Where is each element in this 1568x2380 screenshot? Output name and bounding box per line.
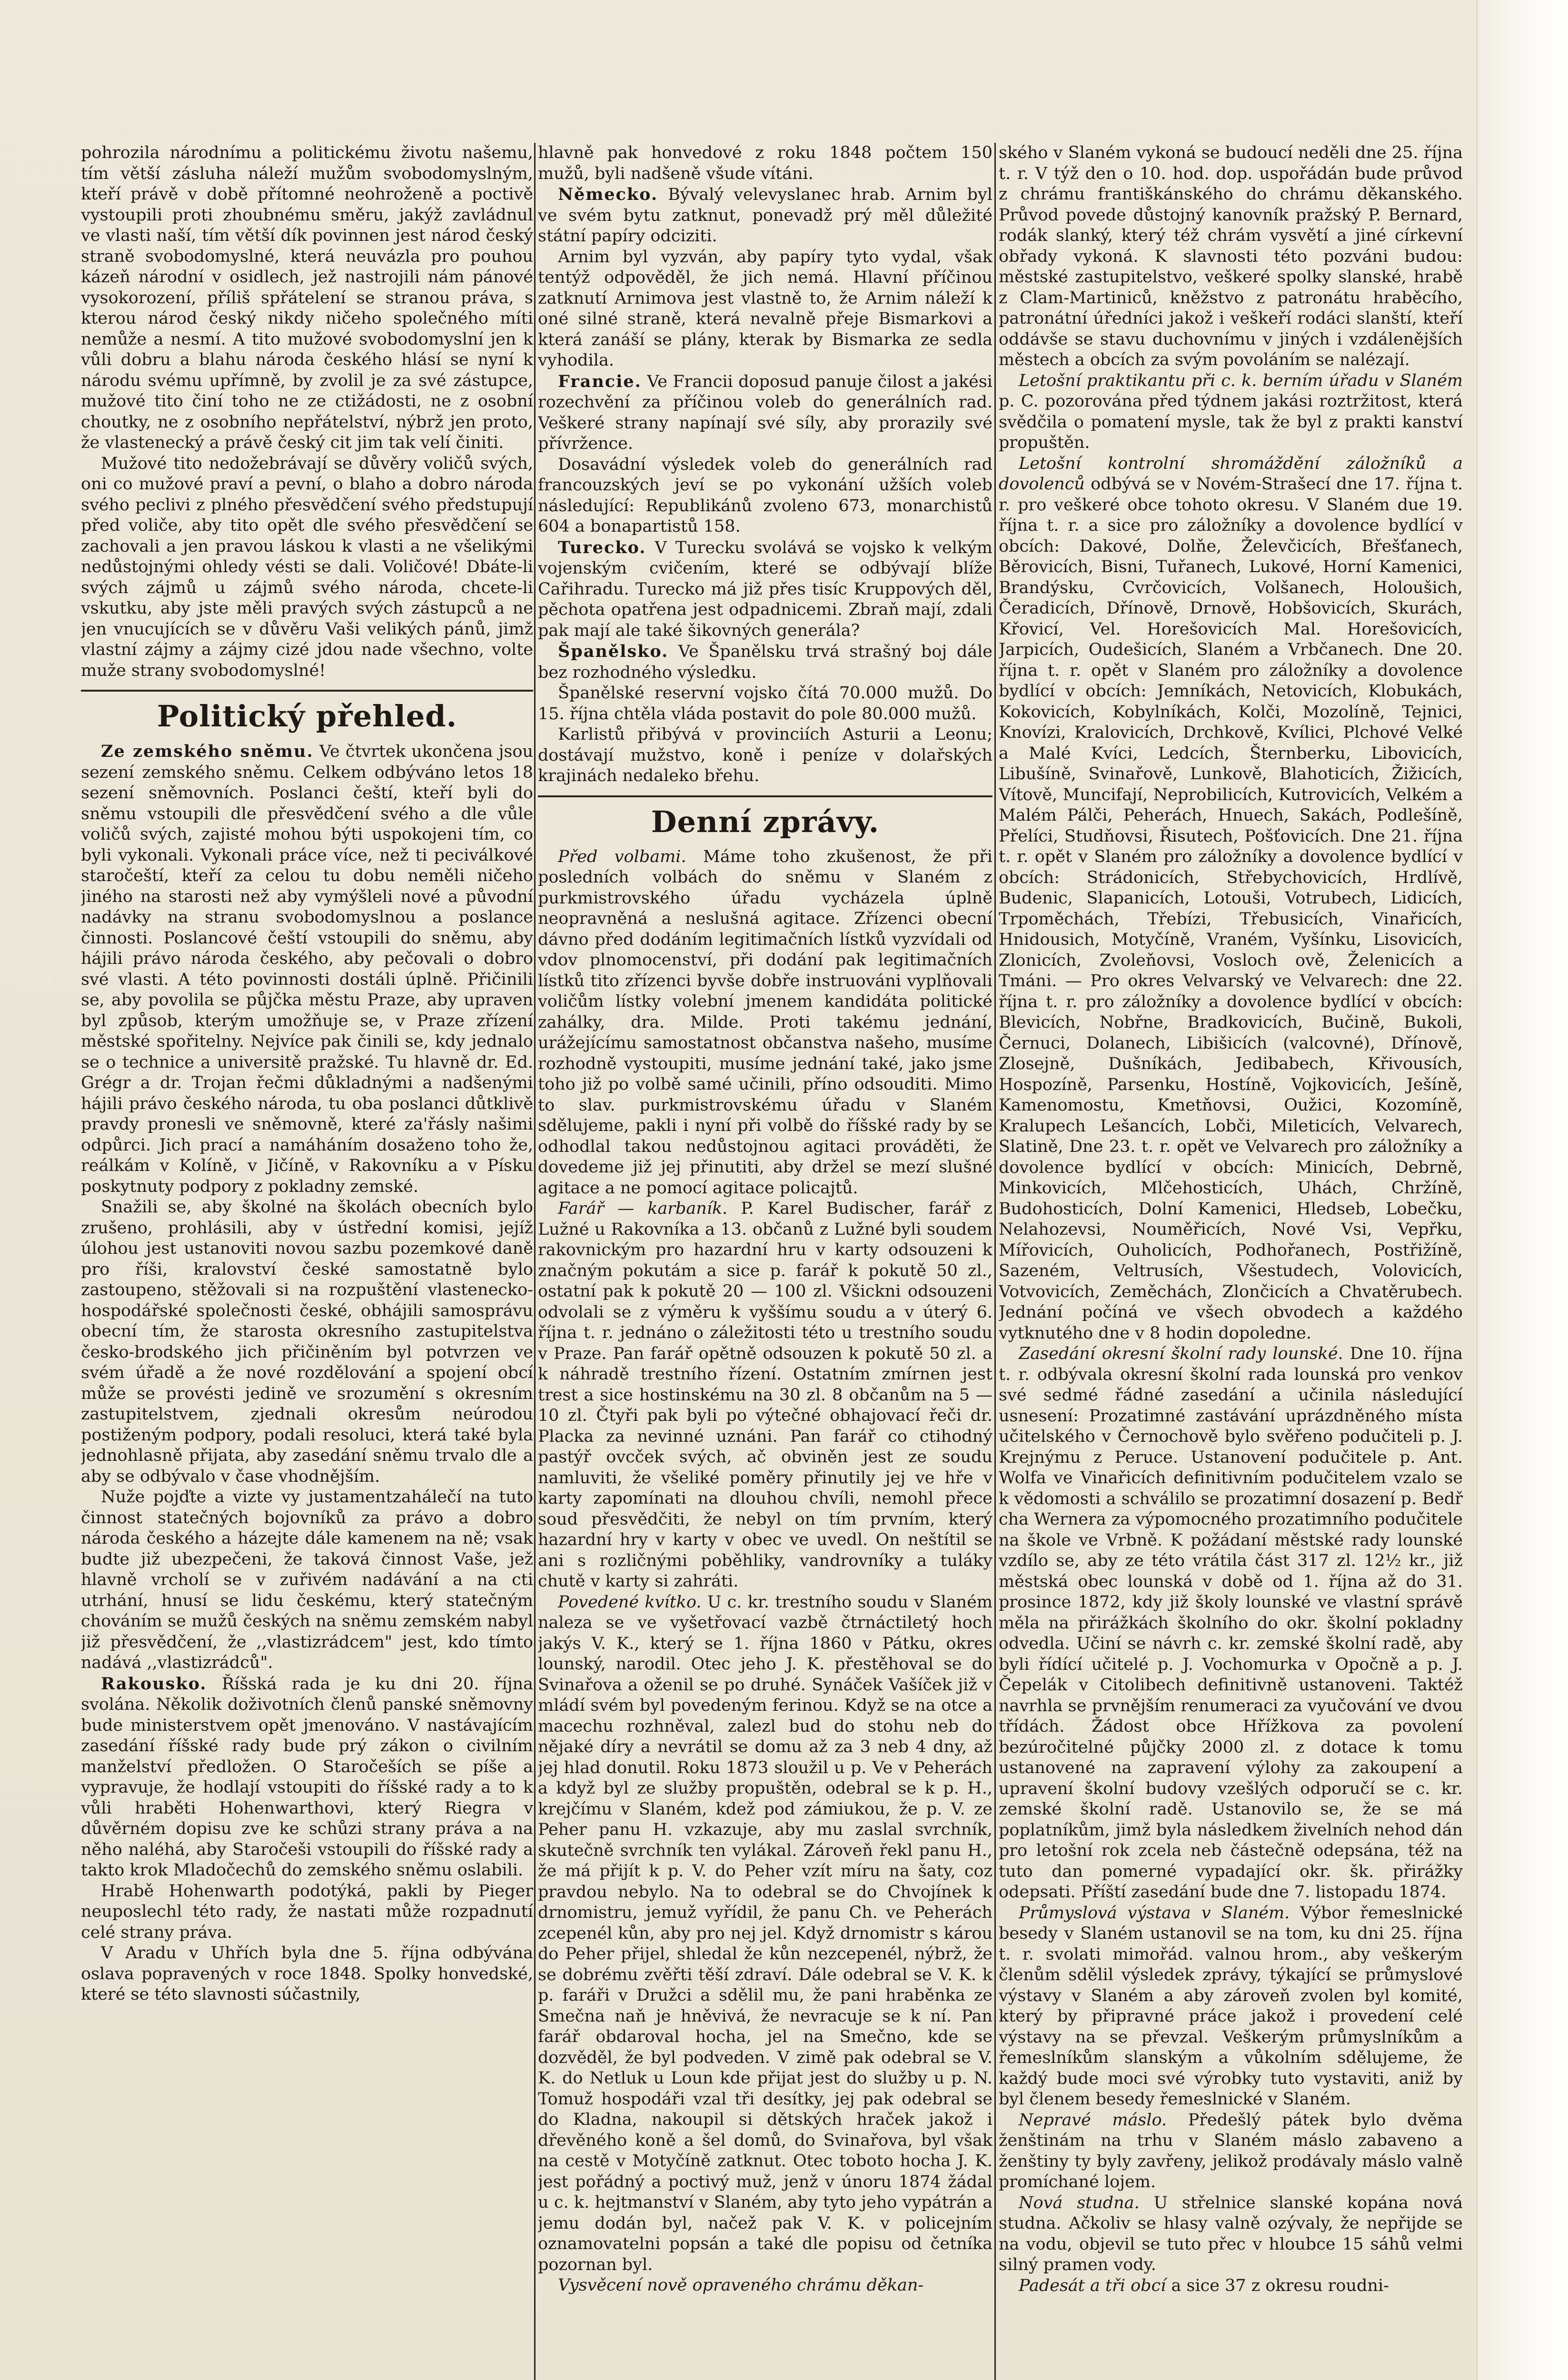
news-item <box>538 371 992 455</box>
article-paragraph: ského v Slaném vykoná se budoucí neděli dne 25. října t. r. V týž den o 10. hod. dop. uspořádán bude průvod z chrámu františkánského do chrámu děkanského. Průvod povede důstojný kanovník pražský P. Bernard, rodák slanký, který též chrám vysvětí a jiné církevní obřady vykoná. K slavnosti této pozváni budou: městské zastupitelstvo, veškeré spolky slanské, hrabě z Clam-Martiniců, kněžstvo z patronátu hraběcího, patronátní úředníci jakož i veškeří rodáci slanští, kteří oddávše se stavu duchovnímu v jiných i vzdálenějších městech a obcích za svým povoláním se nalézají. <box>999 143 1463 369</box>
article-paragraph: pohrozila národnímu a politickému životu našemu, tím větší zásluha náleží mužům svobodomyslným, kteří právě v době přítomné neohroženě a poctivě vystoupili proti zhoubnému směru, jakýž zavládnul ve vlasti naší, tím větší dík povinnen jest národ český straně svobodomyslné, která neuvázla pro pouhou kázeň národní v osidlech, jež nastrojili nám pánové vysokorození, příliš spřátelení se stranou práva, s kterou národ český nikdy ničeho společného míti nemůže a nesmí. A tito mužové svobodomyslní jen k vůli dobru a blahu národa českého hlásí se nyní k národu svému upřímně, by zvolil je za své zástupce, mužové tito činí toho ne ze ctižádosti, ne z osobní choutky, ne z osobního nepřátelství, nýbrž jen proto, že vlastenecký a právě český cit jim tak velí činiti. <box>81 143 533 452</box>
news-item-text: Ve čtvrtek ukončena jsou sezení zemského sněmu. Celkem odbýváno letos 18 sezení sněmovních. Poslanci čeští, kteří byli do sněmu vstoupili dle přesvědčení svého a dle vůle voličů svých, zajisté mohou býti uspokojeni tím, co byli vykonali. Vykonali práce více, než ti peciválkové staročeští, kteří za celou tu dobu neměli ničeho jiného na starosti než aby vymýšleli nové a původní nadávky na stranu svobodomyslnou a poslance činnosti. Poslancové čeští vstoupili do sněmu, aby hájili právo národa českého, aby pečovali o dobro své vlasti. A této povinnosti dostáli úplně. Přičinili se, aby povolila se půjčka městu Praze, aby upraven byl způsob, kterým umožňuje se, v Praze zřízení městské spořitelny. Nejvíce pak činili se, kdy jednalo se o technice a universitě pražské. Tu hlavně dr. Ed. Grégr a dr. Trojan řečmi důkladnými a nadšenými hájili právo českého národa, tu oba poslanci důtklivě pravdy pronesli ve sněmovně, které za'řásly našimi odpůrci. Jich prací a namáháním dosaženo toho že, reálkám v Kolíně, v Jičíně, v Rakovníku a v Písku poskytnuty podpory z pokladny zemské. <box>81 742 533 1196</box>
news-item-text: Španělské reservní vojsko čítá 70.000 mužů. Do 15. října chtěla vláda postavit do pole 80.000 mužů. <box>538 684 992 724</box>
news-item-heading: Vysvěcení nově opraveného chrámu děkan- <box>558 2276 924 2295</box>
news-item-heading: Povedené kvítko. <box>558 1592 702 1612</box>
news-item-heading: Letošní kontrolní shromáždění záložníků a dovolenců <box>999 454 1463 494</box>
news-item-text: V Turecku svolává se vojsko k velkým vojenským cvičením, které se odbývají blíže Cařihradu. Turecko má již přes tisíc Kruppových děl, pěchota opatřena jest odpadnicemi. Zbraň mají, zdali pak mají ale také šikovných generála? <box>538 538 992 640</box>
section-title-denni-zpravy: Denní zprávy. <box>651 804 880 839</box>
news-item-text: Výbor řemeslnické besedy v Slaném ustanovil se na tom, ku dni 25. října t. r. svolati mimořád. valnou hrom., aby veškerým členům sdělil výsledek zprávy, týkající se průmyslové výstavy v Slaném a aby zároveň zvolen byl komité, který by připravné práce jakož i provedení celé výstavy na se převzal. Veškerým průmyslníkům a řemeslníkům slanským a vůkolním sdělujeme, že každý bude moci své výrobky tuto vystaviti, aniž by byl členem besedy řemeslnické v Slaném. <box>999 1903 1463 2109</box>
news-item-heading: Nepravé máslo. <box>1019 2110 1167 2130</box>
news-item-text: V Aradu v Uhřích byla dne 5. října odbývána oslava popravených v roce 1848. Spolky honvedské, které se této slavnosti súčastnily, <box>81 1944 533 2004</box>
news-item-text: P. Karel Budischer, farář z Lužné u Rakovníka a 13. občanů z Lužné byli soudem rakovnickým pro hazardní hru v karty odsouzeni k značným pokutám a sice p. farář k pokutě 50 zl., ostatní pak k pokutě 20 — 100 zl. Všickni odsouzeni odvolali se z výměru k vyššímu soudu a v úterý 6. října t. r. jednáno o záležitosti této u trestního soudu v Praze. Pan farář opětně odsouzen k pokutě 50 zl. a k náhradě trestního řízení. Ostatním zmírnen jest trest a sice hostinskému na 30 zl. 8 občanům na 5 — 10 zl. Čtyři pak byli po výtečné obhajovací řeči dr. Placka za nevinné uznáni. Pan farář co ctihodný pastýř ovcček svých, ač obviněn jest ze soudu namluviti, že všeliké poměry přinutily jej ve hře v karty zapomínati na dlouhou chvíli, nemohl přece soud přesvědčiti, že nebyl on tím prvním, který hazardní hry v karty v obec ve uvedl. On neštítil se ani s rozličnými poběhliky, vandrovníky a tuláky chutě v karty si zahráti. <box>538 1199 992 1591</box>
news-item <box>999 1903 1463 2110</box>
news-item-heading: Turecko. <box>558 537 646 557</box>
news-item <box>538 683 992 724</box>
news-item-heading: Francie. <box>558 371 642 391</box>
news-item <box>538 641 992 683</box>
news-item <box>538 184 992 247</box>
news-item <box>81 1674 533 1881</box>
column-1 <box>81 143 533 2380</box>
news-item-text: Dne 10. října t. r. odbývala okresní školní rada lounská pro venkov své sedmé řádné zasedání a učinila následující usnesení: Prozatimné zastávání uprázdněného místa učitelského v Černochově bylo svěřeno podučiteli p. J. Krejnýmu z Peruce. Ustanovení podučitele p. Ant. Wolfa ve Vinařicích definitivním podučitelem vzalo se k vědomosti a schválilo se prozatimní dosazení p. Bedř cha Wernera za výpomocného prozatimního podučitele na škole ve Vrbně. K požádaní městské rady lounské vzdílo se, aby ze této vrátila část 317 zl. 12½ kr., již městská obec lounská v době od 1. října až do 31. prosince 1872, kdy již školy lounské ve vlastní správě měla na přirážkách školního do okr. školní pokladny odvedla. Učiní se návrh c. kr. zemské školní radě, aby byli řídící učitelé p. J. Vochomurka v Opočně a p. J. Čepelák v Citolibech definitivně ustanoveni. Taktéž navrhla se prvnějším renumeraci za vyučování ve dvou třídách. Žádost obce Hřížkova za povolení bezúročitelné půjčky 2000 zl. z dotace k tomu ustanovené na zapravení výlohy za zakoupení a upravení školní budovy vzešlých odporučí se c. kr. zemské školní radě. Ustanovilo se, že se má poplatníkům, jimž byla následkem živelních nehod dán pro letošní rok zcela neb částečně odepsána, též na tuto dan pomerné vypadající okr. šk. přirážky odepsati. Příští zasedání bude dne 7. listopadu 1874. <box>999 1344 1463 1902</box>
news-item-text: Hrabě Hohenwarth podotýká, pakli by Pieger neuposlechl této rady, že nastati může rozpadnutí celé strany práva. <box>81 1881 533 1942</box>
news-item <box>538 537 992 642</box>
section-divider <box>538 795 992 797</box>
news-item-heading: Farář — karbaník. <box>558 1199 728 1218</box>
news-item <box>81 1197 533 1487</box>
news-item-text: Ve Španělsku trvá strašný boj dále bez rozhodného výsledku. <box>538 642 992 682</box>
news-item-text: a sice 37 z okresu roudni- <box>1171 2276 1389 2295</box>
news-item-text: odbývá se v Novém-Strašecí dne 17. října t. r. pro veškeré obce tohoto okresu. V Slaném due 19. října t. r. a sice pro záložníky a dovolence bydlící v obcích: Dakové, Dolňe, Želevčicích, Břešťanech, Běrovicích, Bisni, Tuřanech, Lukové, Horní Kamenici, Brandýsku, Cvrčovicích, Volšanech, Holoušich, Čeradicích, Dřínově, Drnově, Hobšovicích, Skurách, Křovicí, Vel. Horešovicích Mal. Horešovicích, Jarpicích, Oudešicích, Slaném a Vrbčanech. Dne 20. října t. r. opět v Slaném pro záložníky a dovolence bydlící v obcích: Jemníkách, Netovicích, Klobukách, Kokovicích, Kobylníkách, Kolči, Mozolíně, Tejnici, Knovízi, Kralovicích, Drchkově, Kvílici, Plchové Velké a Malé Kvíci, Ledcích, Šternberku, Libovicích, Libušíně, Svinařově, Lunkově, Blahoticích, Žižicích, Vítově, Muncifají, Neprobilicích, Kutrovicích, Velkém a Malém Pálči, Peherách, Hnuech, Sakách, Podlešíně, Přelíci, Studňovsi, Řisutech, Pošťovicích. Dne 21. října t. r. opět v Slaném pro záložníky a dovolence bydlící v obcích: Strádonicích, Střebychovicích, Hrdlívě, Budenic, Slapanicích, Lotouši, Votrubech, Lidicích, Trpoměchách, Třebízi, Třebusicích, Vinařicích, Hnidousich, Motyčíně, Vraném, Vyšínku, Lisovicích, Zlonicích, Zvoleňovsi, Vosloch ově, Želenicích a Tmáni. — Pro okres Velvarský ve Velvarech: dne 22. října t. r. pro záložníky a dovolence bydlící v obcích: Blevicích, Nobřne, Bradkovicích, Bučině, Bukoli, Černuci, Dolanech, Libišicích (valcovné), Dřínově, Zlosejně, Dušníkách, Jedibabech, Křivousích, Hospozíně, Parsenku, Hostíně, Vojkovicích, Ješíně, Kamenomostu, Kmetňovsi, Oužici, Kozomíně, Kralupech Lešancích, Lobči, Mileticích, Velvarech, Slatině, Dne 23. t. r. opět ve Velvarech pro záložníky a dovolence bydlící v obcích: Minicích, Debrně, Minkovicích, Mlčehosticích, Uhách, Chržíně, Budohosticích, Dolní Kamenici, Hledseb, Lobečku, Nelahozevsi, Nouměřicích, Nové Vsi, Vepřku, Mířovicích, Ouholicích, Podhořanech, Postřižíně, Sazeném, Veltrusích, Všestudech, Volovicích, Votvovicích, Zeměchách, Zlončicích a Chvatěrubech. Jednání počíná ve všech obvodech a každého vytknutého dne v 8 hodin dopoledne. <box>999 475 1463 1343</box>
news-item <box>538 724 992 787</box>
news-item <box>538 455 992 537</box>
news-item-heading: Padesát a tři obcí <box>1019 2276 1166 2295</box>
news-item-heading: Německo. <box>558 185 658 204</box>
news-item-text: Karlistů přibývá v provinciích Asturii a Leonu; dostávají mužstvo, koně i peníze v dolařských krajinách nedaleko břehu. <box>538 725 992 785</box>
news-item-heading: Rakousko. <box>101 1674 207 1694</box>
news-item-heading: Španělsko. <box>558 642 669 661</box>
news-item-text: Nuže pojďte a vizte vy justamentzahálečí na tuto činnost statečných bojovníků za právo a dobro národa českého a házejte dále kamenem na ně; vsak budte již ubezpečeni, že taková činnost Vaše, jež hlavně vrcholí se v zuřivém nadávání a na cti utrhání, hnusí se lidu českému, který statečným chováním se mužů českých na sněmu zemském nabyl již přesvědčení, že ,,vlastizrádcem" jest, kdo tímto nadává ,,vlastizrádců". <box>81 1488 533 1672</box>
news-item <box>538 2275 992 2296</box>
news-item <box>538 247 992 371</box>
news-item-text: U střelnice slanské kopána nová studna. Ačkoliv se hlasy valně ozývaly, že nepřijde se na vodu, objevil se tuto přec v hloubce 15 sáhů velmi silný pramen vody. <box>999 2193 1463 2274</box>
article-paragraph: Mužové tito nedožebrávají se důvěry voličů svých, oni co mužové praví a pevní, o blaho a dobro národa svého peclivi z plného přesvědčení svého předstupují před voliče, aby tito opět dle svého přesvědčení se zachovali a jen pravou láskou k vlasti a ne všelikými nedůstojnými ohledy vésti se dali. Voličové! Dbáte-li svých zájmů u zájmů svého národa, chcete-li vskutku, aby jste měli pravých svých zástupců a ne jen vnucujících se v důvěru Vaši velikých pánů, jimž vlastní zájmy a zájmy cizé jdou nade všechno, volte muže strany svobodomyslné! <box>81 454 533 680</box>
news-item <box>999 371 1463 454</box>
news-item <box>999 454 1463 1344</box>
news-item-text: Dosavádní výsledek voleb do generálních rad francouzských jeví se po vykonání užších voleb následující: Republikánů zvoleno 673, monarchistů 604 a bonapartistů 158. <box>538 455 992 536</box>
news-item-heading: Zasedání okresní školní rady lounské. <box>1019 1344 1343 1363</box>
column-rule-right <box>994 143 996 2380</box>
news-item-text: Arnim byl vyzván, aby papíry tyto vydal, však tentýž odpověděl, že jich nemá. Hlavní příčinou zatknutí Arnimova jest vlastně to, že Arnim náleží k oné silné straně, která nevalně přeje Bismarkovi a která zanáší se plány, kterak by Bismarka ze sedla vyhodila. <box>538 247 992 370</box>
column-3 <box>999 143 1463 2380</box>
news-item-text: U c. kr. trestního soudu v Slaném naleza se ve vyšetřovací vazbě čtrnáctiletý hoch jakýs V. K., který se 1. října 1860 v Pátku, okres lounský, narodil. Otec jeho J. K. přestěhoval se do Svinařova a oženil se po druhé. Synáček Vašíček již v mládí svém byl povedeným ferinou. Když se na otce a macechu rozhněval, zalezl bud do stohu neb do nějaké díry a nevrátil se domu až za 3 neb 4 dny, až jej hlad donutil. Roku 1873 sloužil u p. Ve v Peherách a když byl ze služby propuštěn, odebral se k p. H., krejčímu v Slaném, kdež pod zámiukou, že p. V. ze Peher panu H. vzkazuje, aby mu zaslal svrchník, skutečně svrchník ten vylákal. Zároveň řekl panu H., že má přijít k p. V. do Peher vzít míru na šaty, coz pravdou nebylo. Na to odebral se do Chvojínek k drnomistru, jemuž vyřídil, že panu Ch. ve Peherách zcepenél kůn, aby pro nej jel. Když drnomistr s károu do Peher přijel, shledal že kůn nezcepenél, nýbrž, že se dobrému zvěřti těší zdraví. Dále odebral se V. K. k p. faráři v Družci a sdělil mu, že pani hraběnka ze Smečna naň je hněvivá, že nevracuje se k ní. Pan farář obdaroval hocha, jel na Smečno, kde se dozvěděl, že byl podveden. V zimě pak odebral se V. K. do Netluk u Loun kde přijat jest do služby u p. N. Tomuž hospodáři vzal tři desítky, jej pak odebral se do Kladna, nakoupil si dětských hraček jakož i dřevěného koně a šel domů, do Svinařova, byl však na cestě v Motyčíně zatknut. Otec toboto hocha J. K. jest pořádný a poctivý muž, jenž v únoru 1874 žádal u c. k. hejtmanství v Slaném, aby tyto jeho vypátrán a jemu dodán byl, načež pak V. K. v policejním oznamovatelni popsán a také dle popisu od četníka pozornan byl. <box>538 1592 992 2274</box>
news-item <box>81 1943 533 2005</box>
scan-margin <box>1477 0 1568 2380</box>
news-item-text: Říšská rada je ku dni 20. října svolána. Několik doživotních členů panské sněmovny bude ministerstvem opět jmenováno. V nastávajícím zasedání říšské rady bude prý zákon o civilním manželství předložen. O Staročeších se píše a vypravuje, že hodlají vstoupiti do říšské rady a to k vůli hraběti Hohenwarthovi, který Riegra v důvěrném dopisu zve ke schůzi strany práva a na něho naléhá, aby Staročeši vstoupili do říšské rady a takto krok Mladočechů do zemského sněmu oslabili. <box>81 1674 533 1880</box>
news-item <box>999 1344 1463 1903</box>
news-item-heading: Průmyslová výstava v Slaném. <box>1019 1903 1290 1923</box>
news-item-text: p. C. pozorována před týdnem jakási roztržitost, která svědčila o pomatení mysle, tak že byl z prakti kanství propuštěn. <box>999 392 1463 452</box>
news-item <box>81 1487 533 1674</box>
news-item <box>538 1199 992 1592</box>
news-item-text: Snažili se, aby školné na školách obecních bylo zrušeno, prohlásili, aby v ústřední komisi, jejíž úlohou jest ustanoviti novou sazbu pozemkové daně pro říši, kralovství české samostatně bylo zastoupeno, stěžovali si na rozpuštění vlastenecko-hospodářské společnosti české, obhájili samosprávu obecní tím, že starosta okresního zastupitelstva česko-brodského jich přičiněním byl potvrzen ve svém úřadě a že nové rozdělování a spojení obcí může se provésti jedině ve srozumění s okresním zastupitelstvem, zjednali okresům neúrodou postiženým podpory, podali resoluci, která také byla jednohlasně přijata, aby zasedání sněmu trvalo dle a aby se odbývalo v čase vhodnějším. <box>81 1198 533 1486</box>
column-rule-left <box>534 143 536 2380</box>
news-item <box>81 741 533 1197</box>
news-item <box>538 1592 992 2276</box>
news-item <box>999 2193 1463 2276</box>
news-item-text: Ve Francii doposud panuje čilost a jakési rozechvění za příčinou voleb do generálních rad. Veškeré strany napínají své síly, aby prorazily své přívržence. <box>538 372 992 453</box>
news-item-heading: Letošní praktikantu při c. k. berním úřadu v Slaném <box>1019 371 1463 390</box>
news-item-heading: Ze zemského sněmu. <box>101 742 314 761</box>
section-divider <box>81 690 533 692</box>
news-item <box>538 847 992 1199</box>
news-item-heading: Nová studna. <box>1019 2193 1140 2212</box>
news-item <box>999 2276 1463 2297</box>
section-title-politicky-prehled: Politický přehled. <box>157 699 457 734</box>
news-item-heading: Před volbami. <box>558 847 686 866</box>
news-item-text: Máme toho zkušenost, že při posledních volbách do sněmu v Slaném z purkmistrovského úřadu vycházela úplně neopravněná a neslušná agitace. Zřízenci obecní dávno před dodáním legitimačních lístků vyzvídali od vdov plnomocenství, při dodání pak legitimačních lístků tito zřízenci byvše dobře instruováni vyplňovali voličům lístky volební jmenem kandidáta politické zahálky, dra. Milde. Proti takému jednání, urážejícímu samostatnost občanstva našeho, musíme rozhodně vystoupiti, musíme jednání také, jako jsme toho již po volbě samé učinili, příno odsouditi. Mimo to slav. purkmistrovskému úřadu v Slaném sdělujeme, pakli i nyní při volbě do říšské rady by se odhodlal takou nedůstojnou agitaci prováděti, že dovedeme již jej přinutiti, aby držel se mezí slušné agitace a ne pomocí agitace policajtů. <box>538 847 992 1198</box>
news-item <box>999 2110 1463 2193</box>
news-item-text: Bývalý velevyslanec hrab. Arnim byl ve svém bytu zatknut, ponevadž prý měl důležité státní papíry odciziti. <box>538 185 992 246</box>
news-item <box>81 1881 533 1944</box>
column-2 <box>538 143 992 2380</box>
article-paragraph: hlavně pak honvedové z roku 1848 počtem 150 mužů, byli nadšeně všude vítáni. <box>538 143 992 183</box>
news-item-text: Předešlý pátek bylo dvěma ženštinám na trhu v Slaném máslo zabaveno a ženštiny ty byly zavřeny, jelikož prodávaly máslo valně promíchané lojem. <box>999 2110 1463 2192</box>
